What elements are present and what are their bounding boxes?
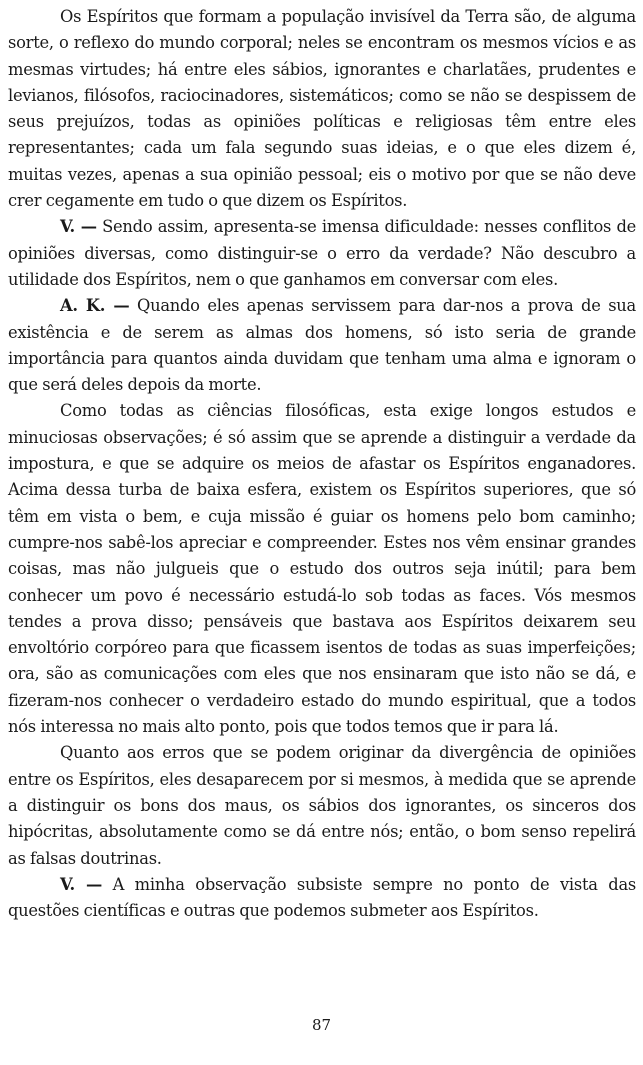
paragraph-philosophical-sciences	[8, 398, 636, 740]
paragraph-v-observation	[8, 872, 636, 925]
page-number: 87	[311, 1016, 332, 1034]
speaker-label: A. K. —	[60, 296, 130, 316]
paragraph-text: Sendo assim, apresenta-se imensa dificuldade: nesses conflitos de opiniões diversas, como distinguir-se o erro da verdade? Não descubro a utilidade dos Espíritos, nem o que ganhamos em conversar com eles.	[8, 217, 636, 289]
speaker-label: V. —	[60, 874, 103, 894]
paragraph-population-of-spirits	[8, 4, 636, 214]
paragraph-text: Quanto aos erros que se podem originar da divergência de opiniões entre os Espíritos, eles desaparecem por si mesmos, à medida que se aprende a distinguir os bons dos maus, os sábios dos ignorantes, os sinceros dos hipócritas, absolutamente como se dá entre nós; então, o bom senso repelirá as falsas doutrinas.	[8, 743, 636, 868]
paragraph-text: A minha observação subsiste sempre no ponto de vista das questões científicas e outras que podemos submeter aos Espíritos.	[8, 874, 637, 921]
paragraph-v-objection	[8, 214, 636, 293]
paragraph-divergence-of-opinions	[8, 740, 636, 871]
paragraph-text: Os Espíritos que formam a população invisível da Terra são, de alguma sorte, o reflexo do mundo corporal; neles se encontram os mesmos vícios e as mesmas virtudes; há entre eles sábios, ignorantes e charlatães, prudentes e levianos, filósofos, raciocinadores, sistemáticos; como se não se despissem de seus prejuízos, todas as opiniões políticas e religiosas têm entre eles representantes; cada um fala segundo suas ideias, e o que eles dizem é, muitas vezes, apenas a sua opinião pessoal; eis o motivo por que se não deve crer cegamente em tudo o que dizem os Espíritos.	[8, 7, 636, 211]
paragraph-ak-reply	[8, 293, 636, 398]
speaker-label: V. —	[60, 217, 97, 237]
paragraph-text: Quando eles apenas servissem para dar-nos a prova de sua existência e de serem as almas dos homens, só isto seria de grande importância para quantos ainda duvidam que tenham uma alma e ignoram o que será deles depois da morte.	[8, 296, 636, 395]
paragraph-text: Como todas as ciências filosóficas, esta exige longos estudos e minuciosas observações; é só assim que se aprende a distinguir a verdade da impostura, e que se adquire os meios de afastar os Espíritos enganadores. Acima dessa turba de baixa esfera, existem os Espíritos superiores, que só têm em vista o bem, e cuja missão é guiar os homens pelo bom caminho; cumpre-nos sabê-los apreciar e compreender. Estes nos vêm ensinar grandes coisas, mas não julgueis que o estudo dos outros seja inútil; para bem conhecer um povo é necessário estudá-lo sob todas as faces. Vós mesmos tendes a prova disso; pensáveis que bastava aos Espíritos deixarem seu envoltório corpóreo para que ficassem isentos de todas as suas imperfeições; ora, são as comunicações com eles que nos ensinaram que isto não se dá, e fizeram-nos conhecer o verdadeiro estado do mundo espiritual, que a todos nós interessa no mais alto ponto, pois que todos temos que ir para lá.	[8, 401, 636, 737]
page-body	[8, 4, 636, 924]
